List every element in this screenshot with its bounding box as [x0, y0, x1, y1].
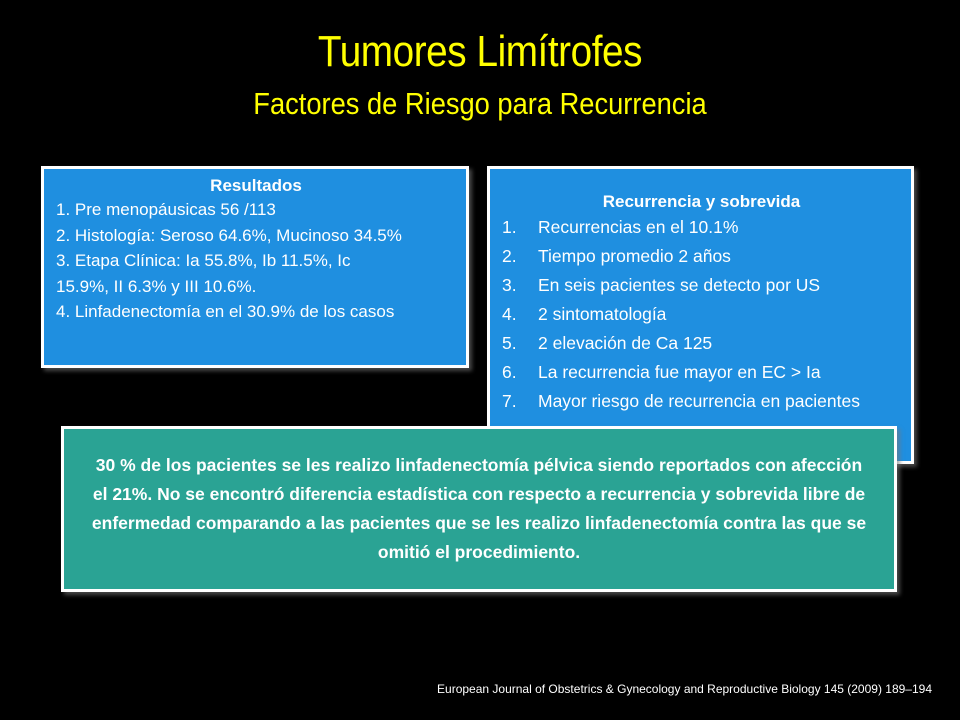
slide-subtitle: Factores de Riesgo para Recurrencia — [253, 86, 707, 121]
resultados-line: 15.9%, II 6.3% y III 10.6%. — [56, 276, 257, 296]
recurrencia-item-text: Tiempo promedio 2 años — [538, 246, 731, 266]
recurrencia-list — [502, 213, 901, 416]
recurrencia-item — [502, 213, 901, 242]
recurrencia-item-number: 2. — [502, 246, 517, 266]
resultados-line: 1. Pre menopáusicas 56 /113 — [56, 200, 276, 219]
recurrencia-item — [502, 358, 901, 387]
recurrencia-item — [502, 329, 901, 358]
recurrencia-heading: Recurrencia y sobrevida — [602, 192, 801, 211]
recurrencia-item-text: La recurrencia fue mayor en EC > Ia — [538, 362, 821, 382]
recurrencia-item-number: 6. — [502, 362, 517, 382]
resultados-box — [41, 166, 469, 368]
recurrencia-item-text: En seis pacientes se detecto por US — [538, 275, 821, 295]
recurrencia-item-number: 7. — [502, 391, 517, 411]
recurrencia-item — [502, 242, 901, 271]
recurrencia-item-text: 2 sintomatología — [538, 304, 667, 324]
resultados-heading: Resultados — [210, 176, 302, 195]
resultados-line: 2. Histología: Seroso 64.6%, Mucinoso 34.5% — [56, 225, 402, 245]
resultados-line: 3. Etapa Clínica: Ia 55.8%, Ib 11.5%, Ic — [56, 251, 351, 270]
recurrencia-item-text: 2 elevación de Ca 125 — [538, 333, 713, 353]
conclusion-text: 30 % de los pacientes se les realizo linfadenectomía pélvica siendo reportados con afección el 21%. No se encontró diferencia estadística con respecto a recurrencia y sobrevida libre de enfermedad comparando a las pacientes que se les realizo linfadenectomía contra las que se omitió el procedimiento. — [91, 455, 867, 562]
recurrencia-item-text: Recurrencias en el 10.1% — [538, 217, 739, 237]
slide-title: Tumores Limítrofes — [317, 27, 643, 76]
recurrencia-item — [502, 271, 901, 300]
conclusion-box — [61, 426, 897, 592]
citation: European Journal of Obstetrics & Gynecology and Reproductive Biology 145 (2009) 189–194 — [437, 682, 932, 696]
recurrencia-item-number: 4. — [502, 304, 517, 324]
recurrencia-item-number: 1. — [502, 217, 517, 237]
recurrencia-item-number: 3. — [502, 275, 517, 295]
resultados-line: 4. Linfadenectomía en el 30.9% de los casos — [56, 302, 395, 321]
recurrencia-item — [502, 387, 901, 416]
recurrencia-box — [487, 166, 914, 464]
recurrencia-item — [502, 300, 901, 329]
recurrencia-item-number: 5. — [502, 333, 517, 353]
recurrencia-item-text: Mayor riesgo de recurrencia en pacientes — [538, 391, 860, 411]
